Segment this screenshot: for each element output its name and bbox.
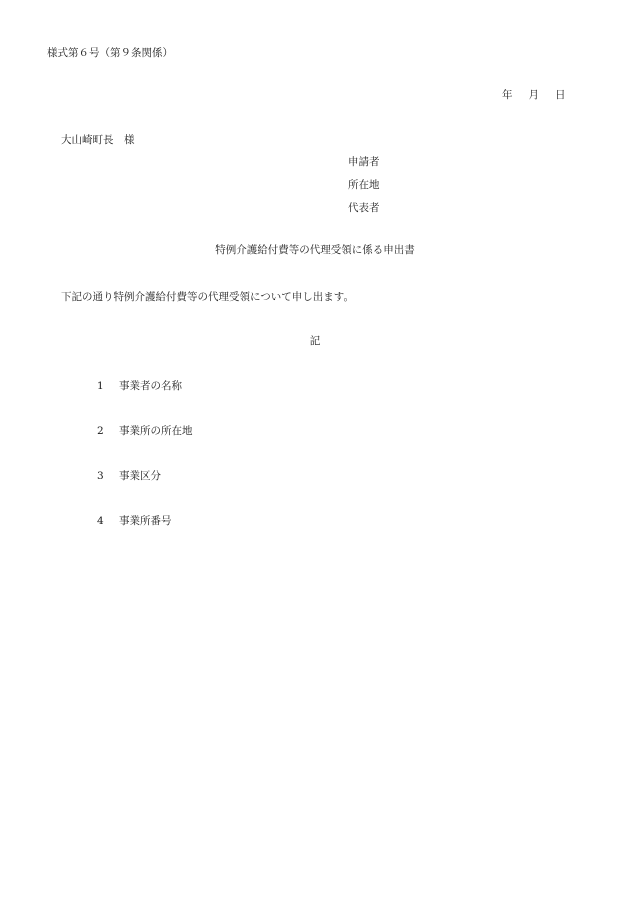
ki-heading: 記 <box>309 335 321 347</box>
list-item <box>97 424 193 438</box>
list-item <box>97 469 161 483</box>
body-text: 下記の通り特例介護給付費等の代理受領について申し出ます。 <box>61 291 354 303</box>
item-label: 事業者の名称 <box>119 380 182 392</box>
addressee: 大山崎町長 様 <box>61 134 135 146</box>
item-label: 事業区分 <box>119 470 161 482</box>
list-item <box>97 514 172 528</box>
item-number: 4 <box>97 515 104 527</box>
date-month-label: 月 <box>528 89 539 101</box>
list-item <box>97 379 182 393</box>
date-line <box>502 88 566 102</box>
document-title: 特例介護給付費等の代理受領に係る申出書 <box>215 244 415 256</box>
item-label: 事業所の所在地 <box>119 425 193 437</box>
item-label: 事業所番号 <box>119 515 172 527</box>
item-number: 3 <box>97 470 104 482</box>
date-day-label: 日 <box>555 89 566 101</box>
representative-label: 代表者 <box>348 202 380 214</box>
applicant-label: 申請者 <box>348 156 380 168</box>
item-number: 2 <box>97 425 104 437</box>
date-year-label: 年 <box>502 89 513 101</box>
item-number: 1 <box>97 380 104 392</box>
location-label: 所在地 <box>348 179 380 191</box>
form-number: 様式第６号（第９条関係） <box>47 47 173 59</box>
